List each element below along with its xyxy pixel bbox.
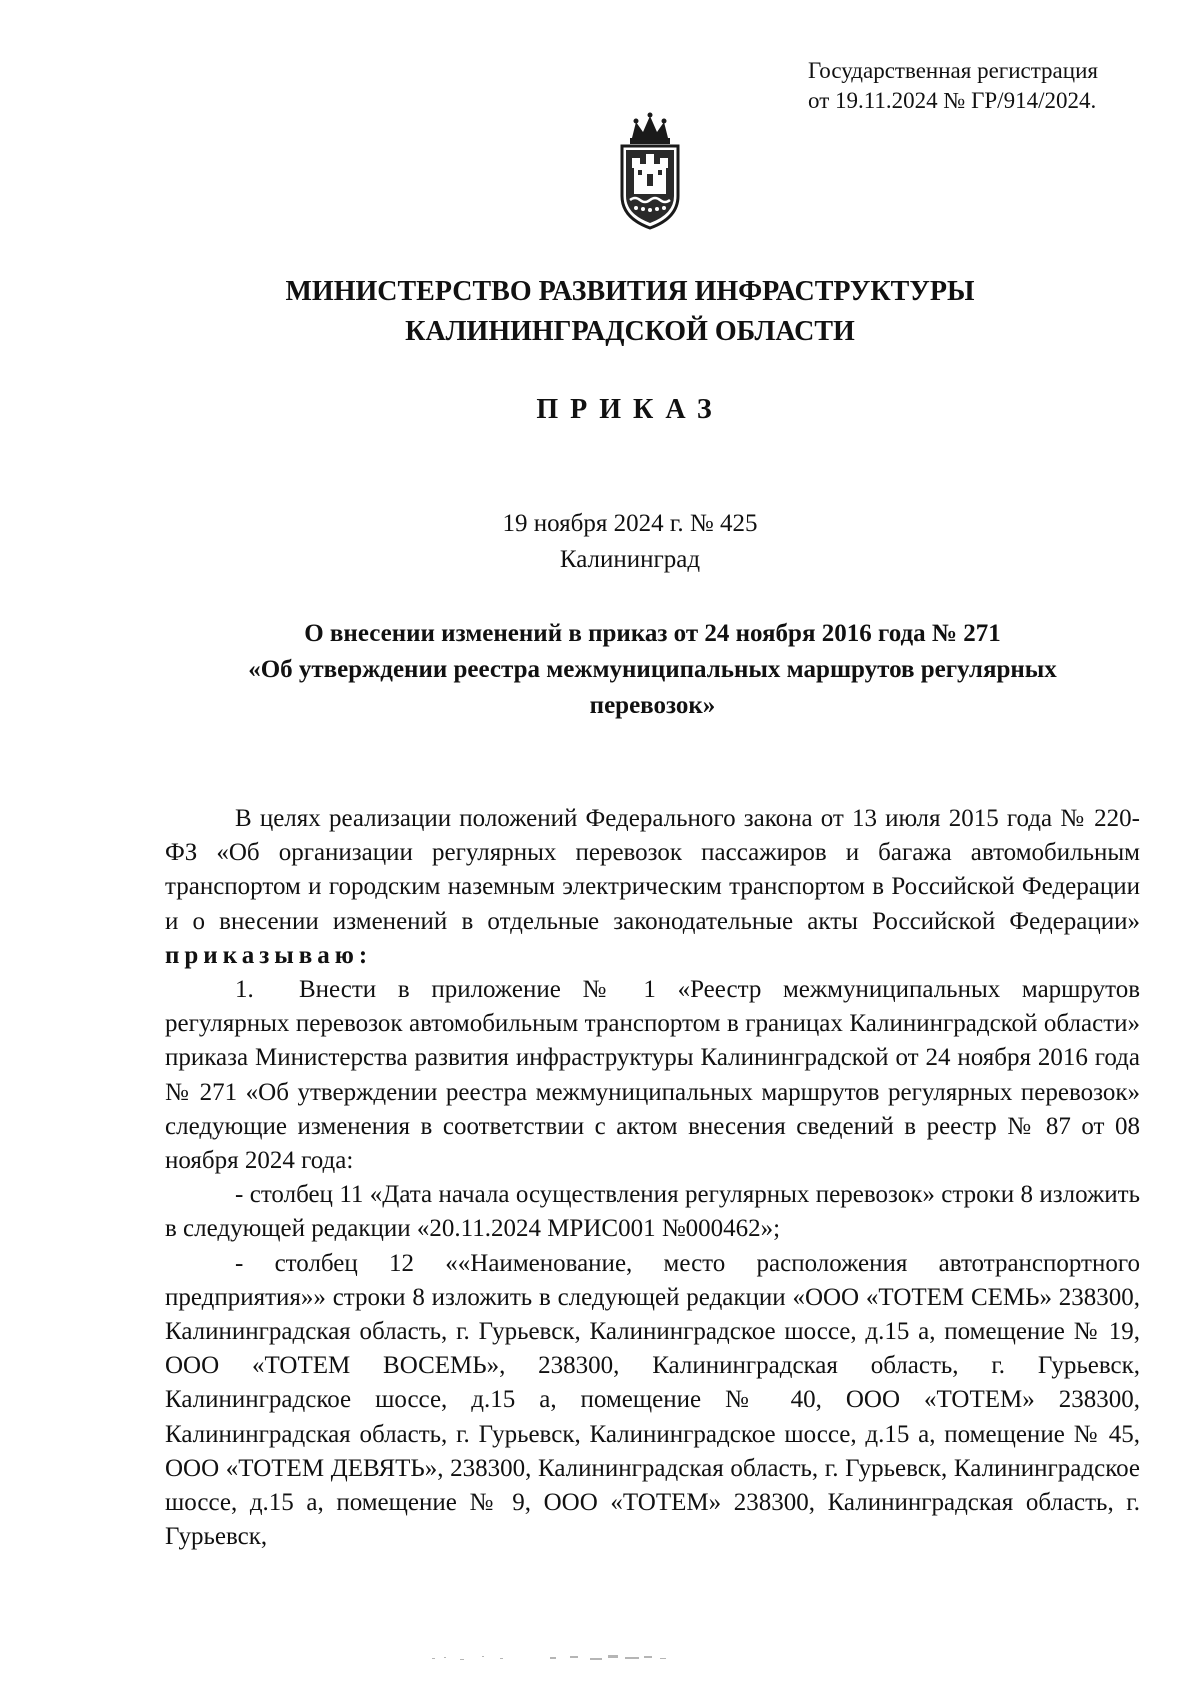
order-city: Калининград [559, 546, 701, 573]
registration-line-2: от 19.11.2024 № ГР/914/2024. [808, 88, 1097, 113]
scan-artifact [430, 1652, 680, 1664]
subject-line-3: перевозок» [589, 692, 716, 719]
ministry-name-line-1: МИНИСТЕРСТВО РАЗВИТИЯ ИНФРАСТРУКТУРЫ [285, 276, 975, 307]
registration-line-1: Государственная регистрация [808, 58, 1098, 83]
item-1-text: Внести в приложение № 1 «Реестр межмуниципальных маршрутов регулярных перевозок автомобильным транспортом в границах Калининградской области» приказа Министерства развития инфраструктуры Калининградской от 24 ноября 2016 года № 271 «Об утверждении реестра межмуниципальных маршрутов регулярных перевозок» следующие изменения в соответствии с актом внесения сведений в реестр № 87 от 08 ноября 2024 года: [165, 976, 1140, 1175]
order-subject [165, 616, 1140, 724]
order-date-number: 19 ноября 2024 г. № 425 [502, 510, 758, 537]
preamble-paragraph [165, 802, 1140, 973]
change-1-paragraph: - столбец 11 «Дата начала осуществления регулярных перевозок» строки 8 изложить в следующей редакции «20.11.2024 МРИС001 №000462»; [165, 1181, 1140, 1243]
item-1-paragraph [165, 973, 1140, 1178]
state-registration-note [808, 56, 1138, 116]
preamble-text: В целях реализации положений Федерального закона от 13 июля 2015 года № 220-ФЗ «Об организации регулярных перевозок пассажиров и багажа автомобильным транспортом и городским наземным электрическим транспортом в Российской Федерации и о внесении изменений в отдельные законодательные акты Российской Федерации» [165, 805, 1140, 935]
item-1-number: 1. [235, 976, 254, 1004]
ministry-name [0, 272, 1200, 352]
ministry-name-line-2: КАЛИНИНГРАДСКОЙ ОБЛАСТИ [405, 316, 855, 347]
change-2-paragraph: - столбец 12 ««Наименование, место расположения автотранспортного предприятия»» строки 8 изложить в следующей редакции «ООО «ТОТЕМ СЕМЬ» 238300, Калининградская область, г. Гурьевск, Калининградское шоссе, д.15 а, помещение № 19, ООО «ТОТЕМ ВОСЕМЬ», 238300, Калининградская область, г. Гурьевск, Калининградское шоссе, д.15 а, помещение № 40, ООО «ТОТЕМ» 238300, Калининградская область, г. Гурьевск, Калининградское шоссе, д.15 а, помещение № 45, ООО «ТОТЕМ ДЕВЯТЬ», 238300, Калининградская область, г. Гурьевск, Калининградское шоссе, д.15 а, помещение № 9, ООО «ТОТЕМ» 238300, Калининградская область, г. Гурьевск, [165, 1249, 1140, 1551]
order-date-block [0, 506, 1200, 578]
document-type-title: ПРИКАЗ [536, 394, 724, 425]
kaliningrad-coat-of-arms-icon [610, 112, 690, 230]
subject-line-1: О внесении изменений в приказ от 24 ноября 2016 года № 271 [304, 620, 1001, 647]
subject-line-2: «Об утверждении реестра межмуниципальных маршрутов регулярных [248, 656, 1057, 683]
order-body [165, 802, 1140, 1554]
order-word: приказываю: [165, 941, 373, 969]
